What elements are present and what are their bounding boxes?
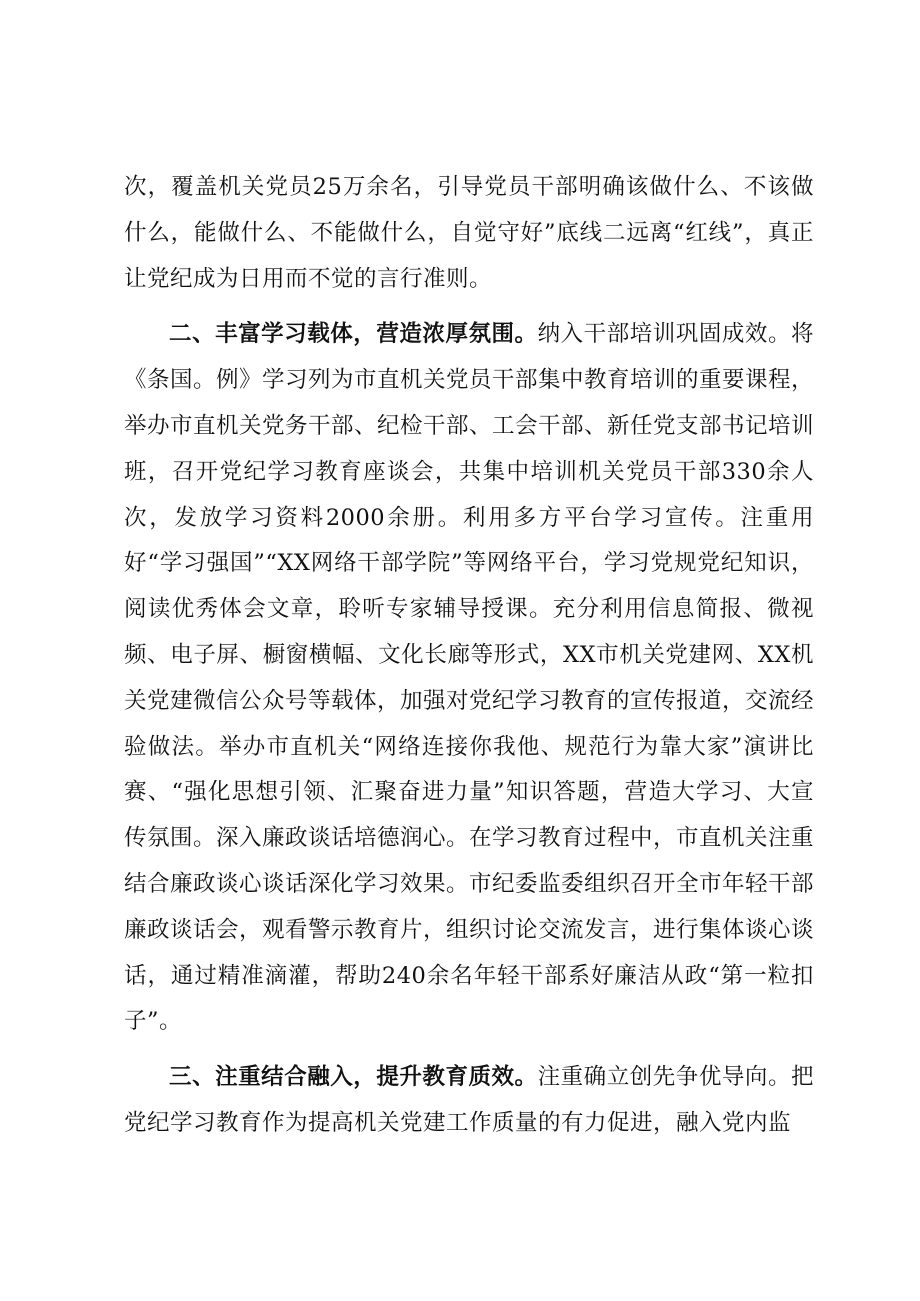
paragraph-2-text: 纳入干部培训巩固成效。将《条国。例》学习列为市直机关党员干部集中教育培训的重要课程，举办市直机关党务干部、纪检干部、工会干部、新任党支部书记培训班，召开党纪学习教育座谈会，共集中培训机关党员干部330余人次，发放学习资料2000余册。利用多方平台学习宣传。注重用好“学习强国”“XX网络干部学院”等网络平台，学习党规党纪知识，阅读优秀体会文章，聆听专家辅导授课。充分利用信息简报、微视频、电子屏、橱窗横幅、文化长廊等形式，XX市机关党建网、XX机关党建微信公众号等载体，加强对党纪学习教育的宣传报道，交流经验做法。举办市直机关“网络连接你我他、规范行为靠大家”演讲比赛、“强化思想引领、汇聚奋进力量”知识答题，营造大学习、大宣传氛围。深入廉政谈话培德润心。在学习教育过程中，市直机关注重结合廉政谈心谈话深化学习效果。市纪委监委组织召开全市年轻干部廉政谈话会，观看警示教育片，组织讨论交流发言，进行集体谈心谈话，通过精准滴灌，帮助240余名年轻干部系好廉洁从政“第一粒扣子”。: [124, 321, 815, 1035]
paragraph-2: [124, 312, 814, 1045]
section-heading-3: 三、注重结合融入，提升教育质效。: [169, 1064, 538, 1091]
document-body: [124, 165, 814, 1147]
paragraph-3-text: 注重确立创先争优导向。把党纪学习教育作为提高机关党建工作质量的有力促进，融入党内监: [124, 1064, 814, 1136]
section-heading-2: 二、丰富学习载体，营造浓厚氛围。: [169, 321, 538, 348]
paragraph-1-text: 次，覆盖机关党员25万余名，引导党员干部明确该做什么、不该做什么，能做什么、不能做什么，自觉守好”底线二远离“红线”，真正让党纪成为日用而不觉的言行准则。: [124, 174, 814, 292]
paragraph-1: [124, 165, 814, 302]
paragraph-3: [124, 1055, 814, 1147]
